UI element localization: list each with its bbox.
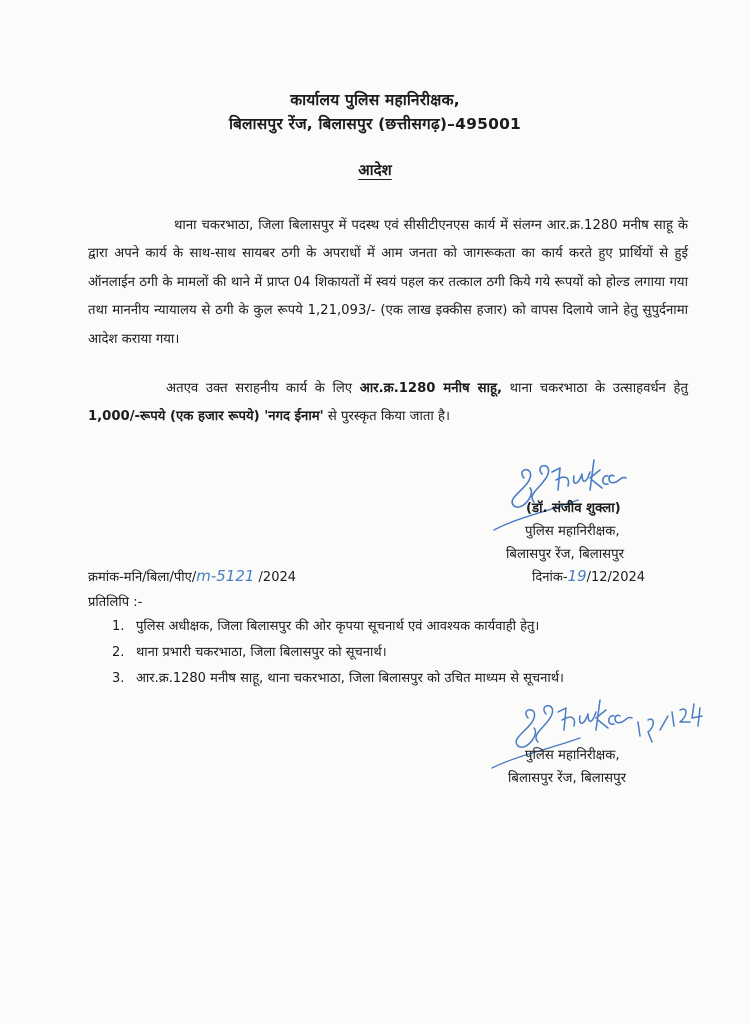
signatory-2-designation: पुलिस महानिरीक्षक, bbox=[525, 748, 620, 763]
date-suffix: /12/2024 bbox=[586, 570, 646, 585]
signatory-2-place: बिलासपुर रेंज, बिलासपुर bbox=[508, 771, 626, 786]
paragraph-2-text-c: थाना चकरभाठा के उत्साहवर्धन हेतु bbox=[502, 381, 688, 396]
signature-1 bbox=[486, 438, 686, 533]
order-date bbox=[532, 567, 645, 585]
awardee-name: आर.क्र.1280 मनीष साहू, bbox=[359, 381, 503, 396]
paragraph-2-text-a: अतएव उक्त सराहनीय कार्य के लिए bbox=[166, 381, 360, 396]
paragraph-2-text-e: से पुरस्कृत किया जाता है। bbox=[323, 409, 450, 425]
reference-number bbox=[88, 567, 296, 585]
signatory-designation: पुलिस महानिरीक्षक, bbox=[525, 524, 620, 539]
letterhead bbox=[0, 88, 750, 136]
handwritten-day: 19 bbox=[567, 567, 587, 585]
list-item bbox=[112, 614, 564, 640]
office-address: बिलासपुर रेंज, बिलासपुर (छत्तीसगढ़)–495001 bbox=[228, 115, 522, 133]
signatory-place: बिलासपुर रेंज, बिलासपुर bbox=[506, 547, 624, 562]
order-title-text: आदेश bbox=[358, 161, 392, 179]
item-number: 2. bbox=[112, 645, 125, 660]
item-number: 1. bbox=[112, 619, 125, 634]
order-title bbox=[0, 160, 750, 180]
item-text: थाना प्रभारी चकरभाठा, जिला बिलासपुर को सूचनार्थ। bbox=[136, 645, 387, 660]
signatory-name: (डॉ. संजीव शुक्ला) bbox=[526, 501, 621, 516]
handwritten-reference: m-5121 bbox=[196, 567, 255, 585]
copy-to-list bbox=[112, 614, 564, 692]
list-item bbox=[112, 640, 564, 666]
office-name: कार्यालय पुलिस महानिरीक्षक, bbox=[290, 91, 460, 109]
reference-suffix: /2024 bbox=[254, 570, 297, 585]
order-paragraph-1 bbox=[88, 212, 688, 354]
item-text: आर.क्र.1280 मनीष साहू, थाना चकरभाठा, जिला बिलासपुर को उचित माध्यम से सूचनार्थ। bbox=[136, 671, 564, 686]
copy-to-label: प्रतिलिपि :- bbox=[88, 595, 143, 610]
reward-amount: 1,000/-रूपये (एक हजार रूपये) 'नगद ईनाम' bbox=[88, 409, 324, 425]
item-number: 3. bbox=[112, 671, 125, 686]
date-prefix: दिनांक- bbox=[532, 570, 568, 585]
item-text: पुलिस अधीक्षक, जिला बिलासपुर की ओर कृपया सूचनार्थ एवं आवश्यक कार्यवाही हेतु। bbox=[136, 619, 540, 634]
order-paragraph-2 bbox=[88, 375, 688, 432]
reference-prefix: क्रमांक-मनि/बिला/पीए/ bbox=[88, 570, 197, 585]
paragraph-1-text: थाना चकरभाठा, जिला बिलासपुर में पदस्थ एवं सीसीटीएनएस कार्य में संलग्न आर.क्र.1280 मनीष साहू के द्वारा अपने कार्य के साथ-साथ सायबर ठगी के अपराधों में आम जनता को जागरूकता का कार्य करते हुए प्रार्थियों से हुई ऑनलाईन ठगी के मामलों की थाने में प्राप्त 04 शिकायतों में स्वयं पहल कर तत्काल ठगी किये गये रूपयों को होल्ड लगाया गया तथा माननीय न्यायालय से ठगी के कुल रूपये 1,21,093/- (एक लाख इक्कीस हजार) को वापस दिलाये जाने हेतु सुपुर्दनामा आदेश कराया गया। bbox=[88, 218, 688, 347]
